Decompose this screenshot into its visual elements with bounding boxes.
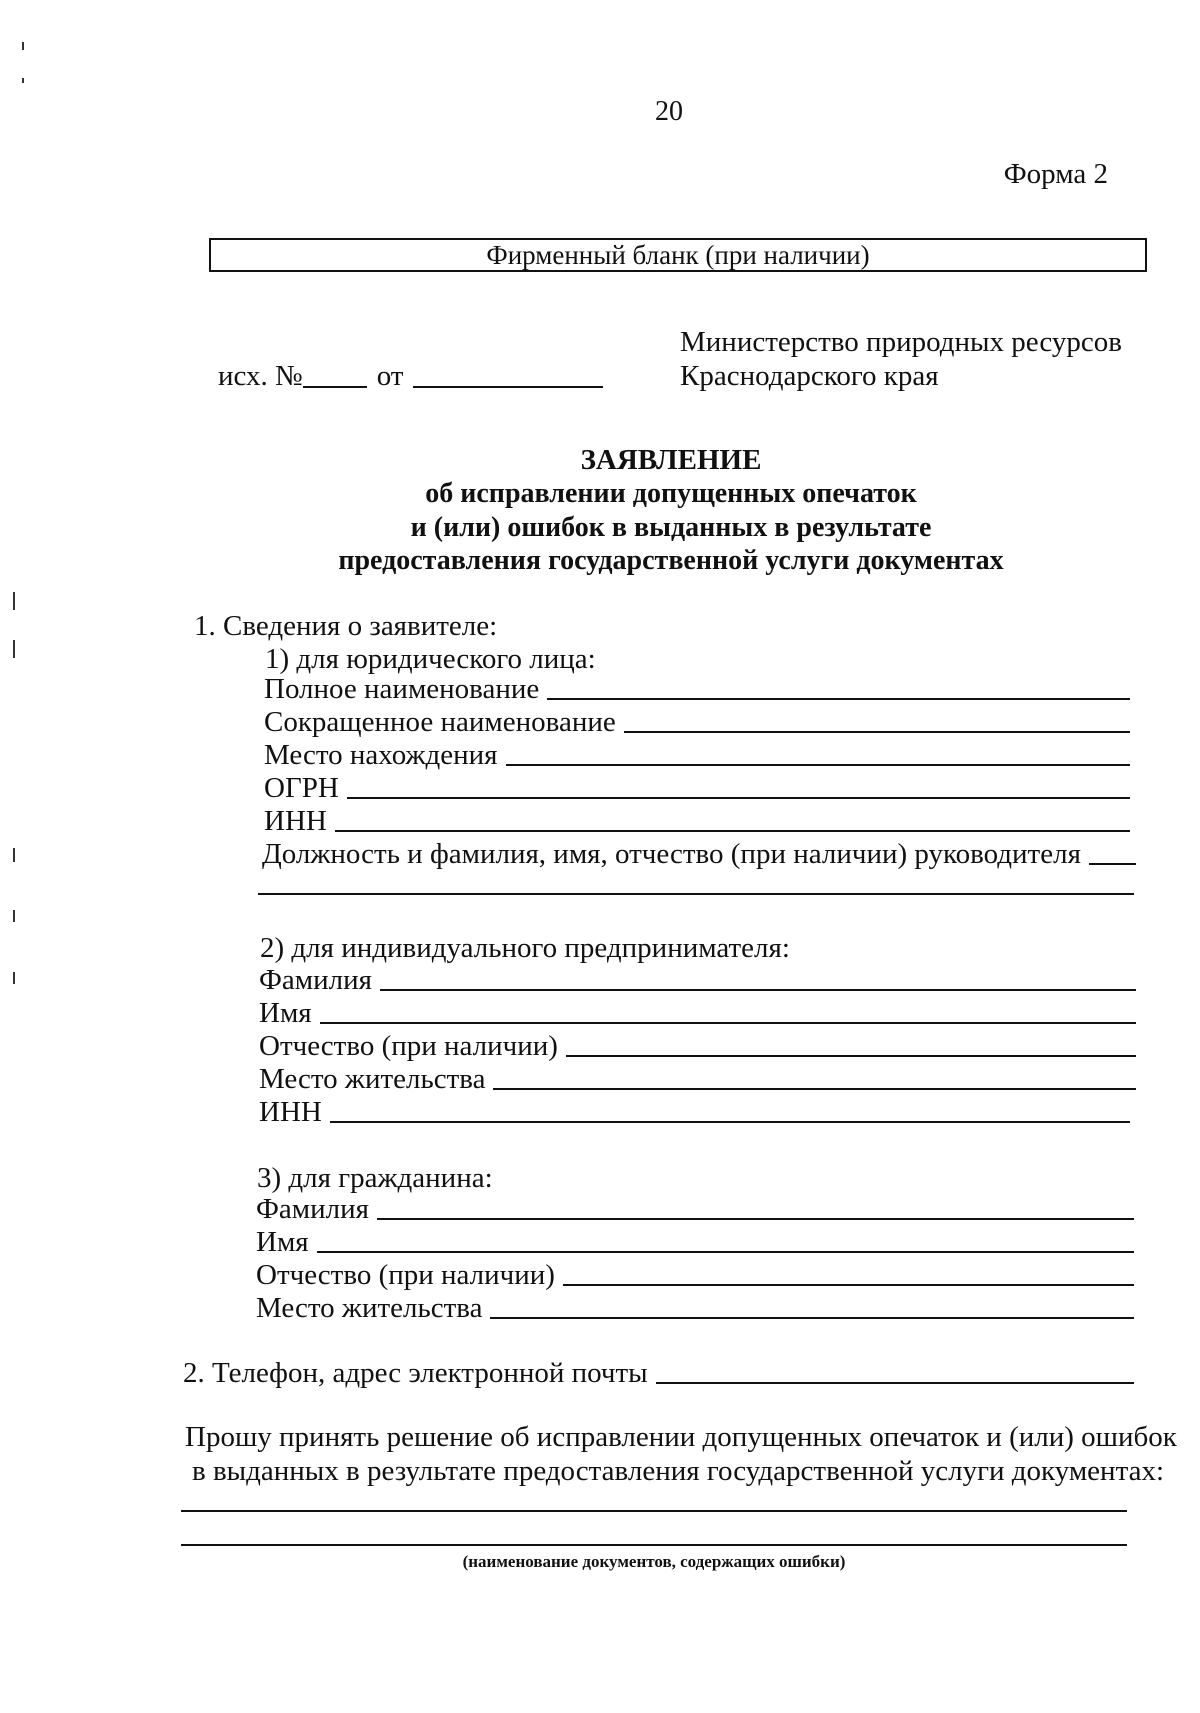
field-label: Отчество (при наличии) [256, 1259, 555, 1291]
documents-line-1[interactable] [181, 1510, 1127, 1512]
entrepreneur-patronymic-field[interactable] [259, 1027, 1136, 1061]
legal-entity-heading: 1) для юридического лица: [265, 643, 596, 675]
addressee-line-2: Краснодарского края [680, 360, 939, 392]
applicant-info-heading: 1. Сведения о заявителе: [194, 610, 498, 642]
field-blank[interactable] [493, 1088, 1136, 1090]
field-blank[interactable] [656, 1382, 1134, 1384]
field-label: Сокращенное наименование [264, 706, 616, 738]
page-number: 20 [655, 96, 683, 127]
documents-line-2[interactable] [181, 1544, 1127, 1546]
legal-head-field[interactable] [262, 835, 1136, 869]
field-blank[interactable] [335, 830, 1130, 832]
legal-short-name-field[interactable] [264, 703, 1130, 737]
field-blank[interactable] [380, 989, 1136, 991]
entrepreneur-inn-field[interactable] [259, 1093, 1130, 1127]
field-label: Имя [259, 997, 312, 1029]
legal-full-name-field[interactable] [264, 670, 1130, 704]
citizen-surname-field[interactable] [256, 1190, 1134, 1224]
field-label: Должность и фамилия, имя, отчество (при наличии) руководителя [262, 838, 1081, 870]
document-subtitle-line-2: и (или) ошибок в выданных в результате [410, 512, 932, 543]
outgoing-number-label: исх. № [218, 360, 303, 392]
request-text-line-1: Прошу принять решение об исправлении допущенных опечаток и (или) ошибок [185, 1421, 1177, 1453]
field-label: ИНН [259, 1096, 322, 1128]
addressee-line-1: Министерство природных ресурсов [680, 326, 1122, 358]
letterhead-text: Фирменный бланк (при наличии) [486, 239, 870, 270]
field-blank[interactable] [490, 1317, 1134, 1319]
legal-inn-field[interactable] [264, 802, 1130, 836]
legal-location-field[interactable] [264, 736, 1130, 770]
field-blank[interactable] [624, 731, 1130, 733]
citizen-heading: 3) для гражданина: [257, 1162, 493, 1194]
field-label: ИНН [264, 805, 327, 837]
scan-margin-mark [13, 910, 15, 922]
document-subtitle-line-3: предоставления государственной услуги документах [338, 545, 1004, 576]
field-label: 2. Телефон, адрес электронной почты [183, 1357, 648, 1389]
entrepreneur-residence-field[interactable] [259, 1060, 1136, 1094]
outgoing-number-row [218, 362, 603, 391]
document-title: ЗАЯВЛЕНИЕ [580, 444, 762, 476]
field-label: Полное наименование [264, 673, 540, 705]
entrepreneur-heading: 2) для индивидуального предпринимателя: [260, 932, 790, 964]
outgoing-date-blank [413, 386, 603, 388]
field-label: Имя [256, 1226, 309, 1258]
field-blank[interactable] [377, 1218, 1134, 1220]
field-label: Фамилия [259, 964, 372, 996]
field-label: ОГРН [264, 772, 339, 804]
field-blank[interactable] [506, 764, 1130, 766]
field-blank[interactable] [566, 1055, 1136, 1057]
field-blank[interactable] [547, 698, 1130, 700]
citizen-residence-field[interactable] [256, 1289, 1134, 1323]
contact-field[interactable] [183, 1354, 1134, 1388]
field-blank[interactable] [330, 1121, 1130, 1123]
outgoing-number-blank [303, 386, 367, 388]
documents-caption: (наименование документов, содержащих ошибки) [462, 1552, 846, 1571]
field-blank[interactable] [317, 1251, 1134, 1253]
scan-margin-mark [13, 848, 15, 862]
legal-head-field-continuation[interactable] [258, 893, 1134, 895]
scan-margin-mark [22, 78, 24, 83]
field-blank[interactable] [347, 797, 1130, 799]
form-label: Форма 2 [1003, 158, 1108, 190]
legal-ogrn-field[interactable] [264, 769, 1130, 803]
citizen-name-field[interactable] [256, 1223, 1134, 1257]
field-label: Место жительства [259, 1063, 486, 1095]
scan-margin-mark [13, 640, 15, 658]
outgoing-date-label: от [376, 360, 404, 392]
document-subtitle-line-1: об исправлении допущенных опечаток [425, 478, 917, 509]
scan-margin-mark [13, 972, 15, 984]
field-label: Отчество (при наличии) [259, 1030, 558, 1062]
field-blank[interactable] [320, 1022, 1136, 1024]
field-label: Фамилия [256, 1193, 369, 1225]
scan-margin-mark [22, 42, 24, 50]
field-label: Место нахождения [264, 739, 498, 771]
scan-margin-mark [13, 592, 15, 610]
field-blank[interactable] [563, 1284, 1134, 1286]
entrepreneur-surname-field[interactable] [259, 961, 1136, 995]
field-blank[interactable] [1089, 863, 1136, 865]
letterhead-box [209, 238, 1147, 272]
field-label: Место жительства [256, 1292, 483, 1324]
citizen-patronymic-field[interactable] [256, 1256, 1134, 1290]
entrepreneur-name-field[interactable] [259, 994, 1136, 1028]
request-text-line-2: в выданных в результате предоставления государственной услуги документах: [192, 1455, 1165, 1487]
